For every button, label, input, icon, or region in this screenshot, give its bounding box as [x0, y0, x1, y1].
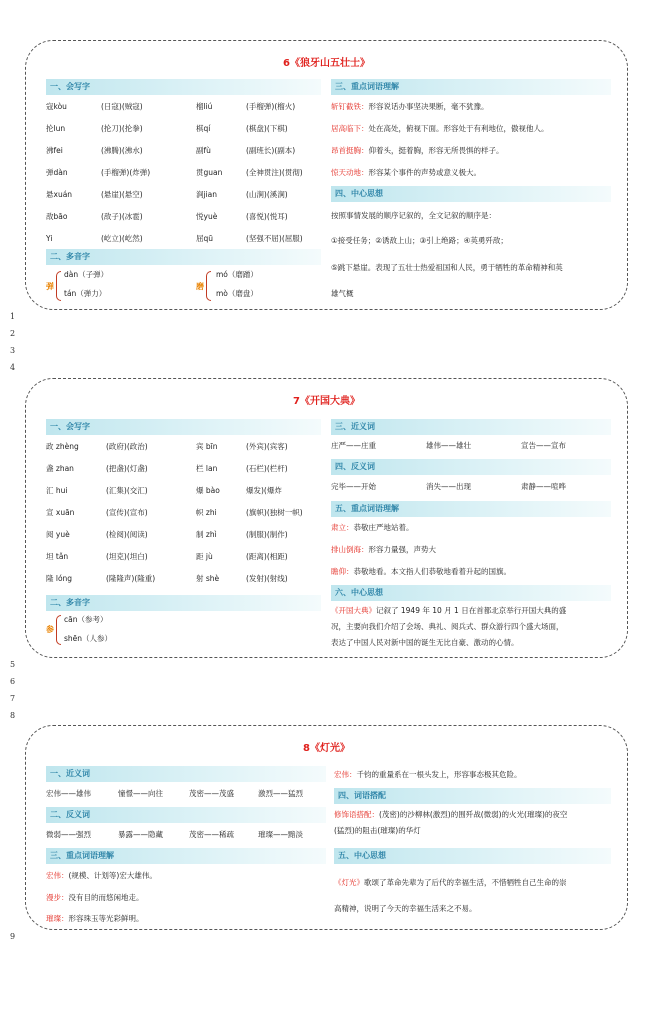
term-def: 形容说话办事坚决果断，毫不犹豫。: [368, 102, 489, 111]
reading: cān（参考）: [64, 615, 108, 624]
antonym-pair: 茂密——稀疏: [189, 830, 234, 839]
term: [331, 567, 511, 577]
term: [334, 770, 522, 780]
term-def: (茂密)的沙柳林(激烈)的围歼战(微弱)的火光(璀璨)的夜空: [379, 810, 568, 819]
section-header: 二、反义词: [46, 807, 326, 823]
word-examples: 爆发)(爆炸: [246, 486, 282, 495]
term-key: 斩钉截铁：: [331, 102, 369, 111]
thought-text: 高精神，说明了今天的幸福生活来之不易。: [334, 904, 477, 913]
char-pinyin: 帜 zhi: [196, 508, 217, 517]
line-number: 6: [10, 677, 16, 686]
term-key: 宏伟：: [334, 770, 357, 779]
line-number: 7: [10, 694, 16, 703]
antonym-pair: 暴露——隐藏: [118, 830, 163, 839]
section-header: 二、多音字: [46, 249, 321, 265]
term: [46, 893, 144, 903]
word-examples: (外宾)(宾客): [246, 442, 288, 451]
term-def: (规模、计划等)宏大雄伟。: [68, 871, 157, 880]
term-key: 惊天动地：: [331, 168, 369, 177]
char-pinyin: 政 zhèng: [46, 442, 79, 451]
thought-text: ⑤跳下悬崖。表现了五壮士热爱祖国和人民，勇于牺牲的革命精神和英: [331, 263, 563, 272]
char-pinyin: 敌bāo: [46, 212, 68, 221]
char-pinyin: 坦 tǎn: [46, 552, 69, 561]
line-number: 9: [10, 932, 16, 941]
term-key: 璀璨：: [46, 914, 69, 923]
brace-icon: [206, 271, 211, 301]
word-examples: (发射)(射线): [246, 574, 288, 583]
term-def: 恭敬庄严地站着。: [353, 523, 414, 532]
term-key: 修饰语搭配：: [334, 810, 379, 819]
antonym-pair: 肃静——喧哗: [521, 482, 566, 491]
word-examples: (日寇)(贼寇): [101, 102, 143, 111]
char-pinyin: 爆 bào: [196, 486, 220, 495]
term-key: 瞻仰：: [331, 567, 354, 576]
synonym-pair: 茂密——茂盛: [189, 789, 234, 798]
reading: shēn（人参）: [64, 634, 113, 643]
word-examples: (副班长)(副本): [246, 146, 296, 155]
section-header: 四、词语搭配: [334, 788, 611, 804]
collocation-cont: (猛烈)的阻击(璀璨)的华灯: [334, 826, 421, 835]
antonym-pair: 完毕——开始: [331, 482, 376, 491]
line-number: 3: [10, 346, 16, 355]
term-def: 没有目的而悠闲地走。: [68, 893, 144, 902]
char-pinyin: 栏 lan: [196, 464, 218, 473]
word-examples: (抡刀)(抡拳): [101, 124, 143, 133]
term: [46, 914, 144, 924]
right-column: [331, 79, 611, 304]
char-pinyin: 沸fei: [46, 146, 63, 155]
term-def: 形容力量强，声势大: [368, 545, 436, 554]
word-examples: (汇集)(交汇): [106, 486, 148, 495]
term: [331, 146, 504, 156]
section-header: 三、重点词语理解: [46, 848, 326, 864]
thought-text: [334, 878, 567, 888]
section-header: 一、会写字: [46, 79, 321, 95]
term-def: 千钧的重量系在一根头发上，形容事态极其危险。: [356, 770, 522, 779]
thought-text: 况，主要向我们介绍了会场、典礼、阅兵式、群众游行四个盛大场面，: [331, 622, 564, 631]
thought-text: 表达了中国人民对新中国的诞生无比自豪、激动的心情。: [331, 638, 519, 647]
section-header: 三、近义词: [331, 419, 611, 435]
section-header: 四、中心思想: [331, 186, 611, 202]
synonym-pair: 庄严——庄重: [331, 441, 376, 450]
left-column: [46, 419, 321, 649]
thought-line: 记叙了 1949 年 10 月 1 日在首都北京举行开国大典的盛: [376, 606, 567, 615]
thought-line: 歌颂了革命先辈为了后代的幸福生活，不惜牺牲自己生命的崇: [364, 878, 567, 887]
word-examples: (石栏)(栏杆): [246, 464, 288, 473]
lesson-card-7: [25, 378, 628, 658]
word-examples: (制服)(制作): [246, 530, 288, 539]
word-examples: (沸腾)(沸水): [101, 146, 143, 155]
term: [46, 871, 157, 881]
lesson-card-6: [25, 40, 628, 310]
section-header: 四、反义词: [331, 459, 611, 475]
word-examples: (隆隆声)(隆重): [106, 574, 156, 583]
line-number: 2: [10, 329, 16, 338]
term-key: 宏伟：: [46, 871, 69, 880]
thought-text: ①接受任务；②诱敌上山；③引上绝路；④英勇歼敌；: [331, 236, 508, 245]
char-pinyin: 贯guan: [196, 168, 223, 177]
term-key: 漫步：: [46, 893, 69, 902]
term: [331, 168, 481, 178]
synonym-pair: 激烈——猛烈: [258, 789, 303, 798]
section-header: 二、多音字: [46, 595, 321, 611]
char-pinyin: 制 zhì: [196, 530, 217, 539]
term: [331, 545, 436, 555]
thought-text: 雄气概: [331, 289, 354, 298]
char-pinyin: 寇kòu: [46, 102, 67, 111]
thought-text: [331, 606, 566, 616]
word-examples: (喜悦)(悦耳): [246, 212, 288, 221]
section-header: 六、中心思想: [331, 585, 611, 601]
char-pinyin: 弹dàn: [46, 168, 68, 177]
title-ref: 《灯光》: [334, 878, 364, 887]
term-def: 仰着头，挺着胸，形容无所畏惧的样子。: [368, 146, 504, 155]
card-title: 8《灯光》: [303, 743, 350, 754]
section-header: 一、近义词: [46, 766, 326, 782]
term-def: 形容某个事件的声势或意义极大。: [368, 168, 481, 177]
synonym-pair: 宏伟——雄伟: [46, 789, 91, 798]
term: [331, 102, 489, 112]
char-pinyin: 宾 bīn: [196, 442, 218, 451]
term-def: 形容珠玉等光彩鲜明。: [68, 914, 144, 923]
line-number: 4: [10, 363, 16, 372]
char-pinyin: 悬xuán: [46, 190, 73, 199]
brace-icon: [56, 615, 61, 645]
word-examples: (检阅)(阅读): [106, 530, 148, 539]
antonym-pair: 消失——出现: [426, 482, 471, 491]
right-column: [331, 419, 611, 649]
word-table: [46, 97, 321, 247]
polyphone-char: 参: [46, 625, 54, 634]
char-pinyin: 盏 zhan: [46, 464, 74, 473]
term-key: 居高临下：: [331, 124, 369, 133]
char-pinyin: 抡lun: [46, 124, 66, 133]
title-ref: 《开国大典》: [331, 606, 376, 615]
card-title: 6《狼牙山五壮士》: [283, 58, 370, 69]
char-pinyin: 榴liú: [196, 102, 213, 111]
polyphone-char: 磨: [196, 282, 204, 291]
char-pinyin: Yi: [46, 234, 53, 243]
char-pinyin: 射 shè: [196, 574, 220, 583]
term-key: 肃立：: [331, 523, 354, 532]
char-pinyin: 距 jù: [196, 552, 213, 561]
left-column: [46, 79, 321, 304]
char-pinyin: 阅 yuè: [46, 530, 70, 539]
char-pinyin: 悦yuè: [196, 212, 218, 221]
char-pinyin: 隆 lóng: [46, 574, 73, 583]
word-examples: (坚强不屈)(屈服): [246, 234, 303, 243]
word-examples: (屹立)(屹然): [101, 234, 143, 243]
word-examples: (宣传)(宣布): [106, 508, 148, 517]
word-examples: (手榴弹)(榴火): [246, 102, 296, 111]
term: [331, 523, 414, 533]
line-number: 5: [10, 660, 16, 669]
word-examples: (手榴弹)(炸弹): [101, 168, 151, 177]
char-pinyin: 屈qū: [196, 234, 214, 243]
term-key: 昂首挺胸：: [331, 146, 369, 155]
synonym-pair: 憧憬——向往: [118, 789, 163, 798]
word-examples: (棋盘)(下棋): [246, 124, 288, 133]
antonym-pair: 微弱——强烈: [46, 830, 91, 839]
lesson-card-8: [25, 725, 628, 930]
char-pinyin: 副fù: [196, 146, 211, 155]
section-header: 五、中心思想: [334, 848, 611, 864]
thought-text: 按照事情发展的顺序记叙的，全文记叙的顺序是：: [331, 211, 496, 220]
word-examples: (政府)(政治): [106, 442, 148, 451]
word-examples: (悬崖)(悬空): [101, 190, 143, 199]
word-examples: (旗帜)(独树一帜): [246, 508, 303, 517]
section-header: 三、重点词语理解: [331, 79, 611, 95]
right-column: [334, 766, 611, 926]
term-def: 恭敬地看。本文指人们恭敬地看着升起的国旗。: [353, 567, 511, 576]
word-examples: (坦克)(坦白): [106, 552, 148, 561]
word-examples: (全神贯注)(贯彻): [246, 168, 303, 177]
line-number: 1: [10, 312, 16, 321]
polyphone-char: 弹: [46, 282, 54, 291]
reading: mò（磨盘）: [216, 289, 258, 298]
term: [331, 124, 549, 134]
reading: mó（磨蹭）: [216, 270, 258, 279]
word-examples: (山涧)(溪涧): [246, 190, 288, 199]
word-examples: (敌子)(冰雹): [101, 212, 143, 221]
term-def: 处在高处，俯视下面。形容处于有利地位，傲视他人。: [368, 124, 549, 133]
char-pinyin: 宣 xuān: [46, 508, 75, 517]
reading: tán（弹力）: [64, 289, 107, 298]
brace-icon: [56, 271, 61, 301]
reading: dàn（子弹）: [64, 270, 109, 279]
card-title: 7《开国大典》: [293, 396, 360, 407]
left-column: [46, 766, 326, 926]
antonym-pair: 璀璨——黯淡: [258, 830, 303, 839]
line-number: 8: [10, 711, 16, 720]
char-pinyin: 棋qí: [196, 124, 211, 133]
term-key: 排山倒海：: [331, 545, 369, 554]
char-pinyin: 汇 hui: [46, 486, 68, 495]
word-examples: (距离)(相距): [246, 552, 288, 561]
synonym-pair: 宣告——宣布: [521, 441, 566, 450]
collocation: [334, 810, 567, 820]
section-header: 五、重点词语理解: [331, 501, 611, 517]
char-pinyin: 涧jian: [196, 190, 218, 199]
word-examples: (把盏)(灯盏): [106, 464, 148, 473]
section-header: 一、会写字: [46, 419, 321, 435]
synonym-pair: 雄伟——雄壮: [426, 441, 471, 450]
